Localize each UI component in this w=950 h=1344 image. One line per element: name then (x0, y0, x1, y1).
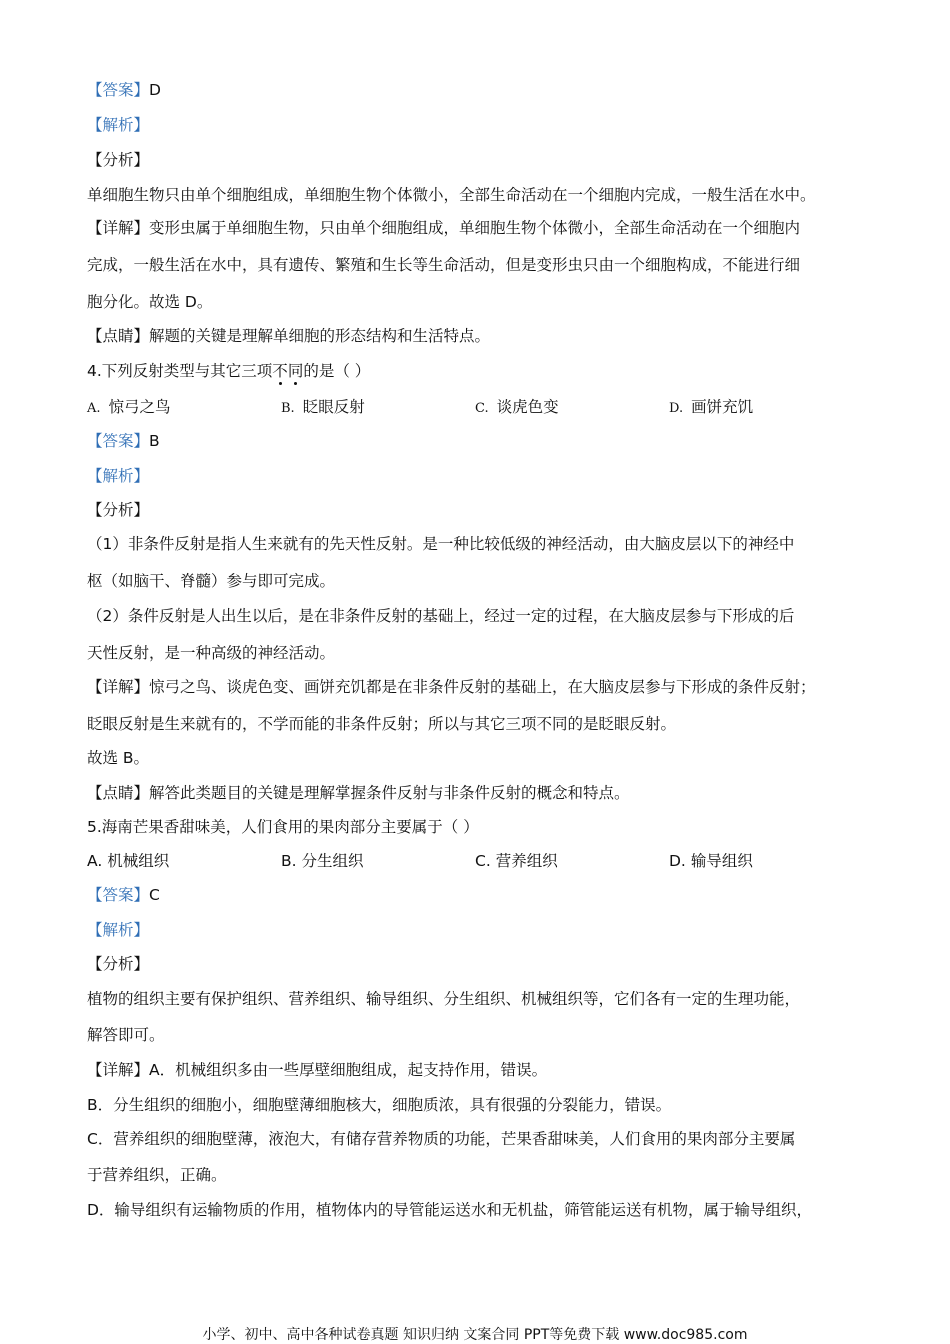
analysis-heading: 【解析】 (87, 467, 150, 485)
detail-line: 【详解】惊弓之鸟、谈虎色变、画饼充饥都是在非条件反射的基础上，在大脑皮层参与下形成的条件反射； (87, 678, 816, 696)
option-b: B. 分生组织 (281, 852, 364, 870)
option-d: D. 画饼充饥 (669, 398, 754, 416)
paragraph-line: （2）条件反射是人出生以后，是在非条件反射的基础上，经过一定的过程，在大脑皮层参与下形成的后 (87, 607, 795, 625)
paragraph-line: C．营养组织的细胞壁薄，液泡大，有储存营养物质的功能，芒果香甜味美，人们食用的果肉部分主要属 (87, 1130, 796, 1148)
option-c: C. 营养组织 (475, 852, 558, 870)
paragraph-line: 天性反射，是一种高级的神经活动。 (87, 644, 336, 662)
analysis-heading: 【解析】 (87, 116, 150, 134)
answer-line: 【答案】D (87, 81, 161, 99)
question-5-stem: 5.海南芒果香甜味美，人们食用的果肉部分主要属于（ ） (87, 818, 479, 836)
paragraph-line: 眨眼反射是生来就有的，不学而能的非条件反射；所以与其它三项不同的是眨眼反射。 (87, 715, 677, 733)
option-b: B. 眨眼反射 (281, 398, 365, 416)
page-footer: 小学、初中、高中各种试卷真题 知识归纳 文案合同 PPT等免费下载 www.doc985.com (202, 1327, 748, 1343)
paragraph-line: 故选 B。 (87, 749, 150, 767)
question-5-options (87, 851, 887, 873)
dianjing-line: 【点睛】解题的关键是理解单细胞的形态结构和生活特点。 (87, 327, 491, 345)
option-c: C. 谈虎色变 (475, 398, 559, 416)
emphasis-dot-char: 不 (272, 362, 288, 380)
answer-line: 【答案】C (87, 886, 160, 904)
fenxi-heading: 【分析】 (87, 151, 150, 169)
answer-line: 【答案】B (87, 432, 160, 450)
paragraph-line: （1）非条件反射是指人生来就有的先天性反射。是一种比较低级的神经活动，由大脑皮层以下的神经中 (87, 535, 795, 553)
paragraph-line: 完成，一般生活在水中，具有遗传、繁殖和生长等生命活动，但是变形虫只由一个细胞构成，不能进行细 (87, 256, 801, 274)
paragraph-line: B．分生组织的细胞小，细胞壁薄细胞核大，细胞质浓，具有很强的分裂能力，错误。 (87, 1096, 672, 1114)
detail-line: 【详解】A．机械组织多由一些厚壁细胞组成，起支持作用，错误。 (87, 1061, 548, 1079)
question-4-options (87, 397, 887, 419)
option-d: D. 输导组织 (669, 852, 753, 870)
paragraph-line: 单细胞生物只由单个细胞组成，单细胞生物个体微小，全部生命活动在一个细胞内完成，一般生活在水中。 (87, 186, 816, 204)
dianjing-line: 【点睛】解答此类题目的关键是理解掌握条件反射与非条件反射的概念和特点。 (87, 784, 630, 802)
paragraph-line: 植物的组织主要有保护组织、营养组织、输导组织、分生组织、机械组织等，它们各有一定的生理功能， (87, 990, 801, 1008)
detail-line: 【详解】变形虫属于单细胞生物，只由单个细胞组成，单细胞生物个体微小，全部生命活动在一个细胞内 (87, 219, 801, 237)
analysis-heading: 【解析】 (87, 921, 150, 939)
paragraph-line: 解答即可。 (87, 1026, 165, 1044)
option-a: A. 惊弓之鸟 (87, 398, 171, 416)
paragraph-line: 于营养组织，正确。 (87, 1166, 227, 1184)
paragraph-line: D．输导组织有运输物质的作用，植物体内的导管能运送水和无机盐，筛管能运送有机物，属于输导组织， (87, 1201, 812, 1219)
fenxi-heading: 【分析】 (87, 955, 150, 973)
paragraph-line: 枢（如脑干、脊髓）参与即可完成。 (87, 572, 336, 590)
option-a: A. 机械组织 (87, 852, 170, 870)
question-4-stem: 4.下列反射类型与其它三项不同的是（ ） (87, 362, 371, 380)
paragraph-line: 胞分化。故选 D。 (87, 293, 213, 311)
fenxi-heading: 【分析】 (87, 501, 150, 519)
emphasis-dot-char: 同 (287, 362, 304, 380)
